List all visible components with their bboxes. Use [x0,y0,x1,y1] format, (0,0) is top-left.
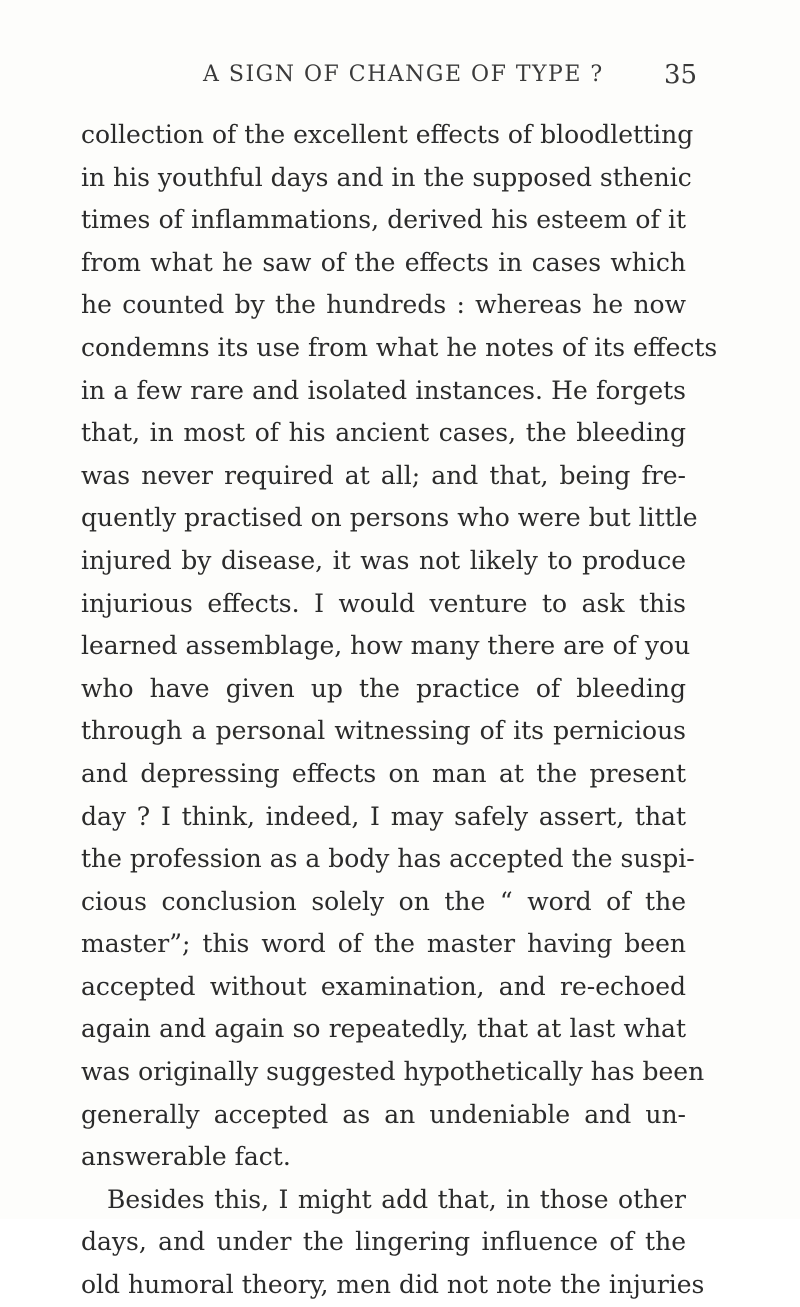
page-number: 35 [664,60,698,90]
text-line: day ? I think, indeed, I may safely assert, that [81,801,686,831]
text-line: in his youthful days and in the supposed sthenic [81,162,692,192]
text-line: condemns its use from what he notes of its effects [81,332,718,362]
text-line: times of inflammations, derived his esteem of it [81,205,686,235]
text-line: and depressing effects on man at the present [81,758,686,788]
text-line: quently practised on persons who were but little [81,503,698,533]
text-line: learned assemblage, how many there are of you [81,631,691,661]
text-line: injurious effects. I would venture to ask this [81,588,686,618]
text-line: injured by disease, it was not likely to produce [81,545,686,575]
text-line: the profession as a body has accepted the suspi- [81,844,695,874]
text-line: was originally suggested hypothetically has been [81,1057,705,1087]
running-title: A SIGN OF CHANGE OF TYPE ? [203,62,604,87]
text-line: was never required at all; and that, being fre- [81,460,686,490]
text-line: old humoral theory, men did not note the injuries [81,1270,705,1300]
paragraph-end-line: answerable fact. [81,1142,291,1172]
running-head [0,62,800,102]
text-line: he counted by the hundreds : whereas he now [81,290,686,320]
text-line: from what he saw of the effects in cases which [81,247,686,277]
text-line: master”; this word of the master having been [81,929,686,959]
text-line: who have given up the practice of bleeding [81,673,686,703]
text-line: days, and under the lingering influence of the [81,1227,686,1257]
text-line: generally accepted as an undeniable and un- [81,1099,686,1129]
text-line: again and again so repeatedly, that at last what [81,1014,686,1044]
text-line: cious conclusion solely on the “ word of the [81,886,686,916]
text-line: that, in most of his ancient cases, the bleeding [81,418,686,448]
text-line: accepted without examination, and re-echoed [81,971,686,1001]
text-line: in a few rare and isolated instances. He forgets [81,375,686,405]
text-line: collection of the excellent effects of bloodletting [81,120,694,149]
paragraph-start-line: Besides this, I might add that, in those other [107,1184,686,1214]
body-text [81,114,718,1307]
text-line: through a personal witnessing of its pernicious [81,716,686,746]
